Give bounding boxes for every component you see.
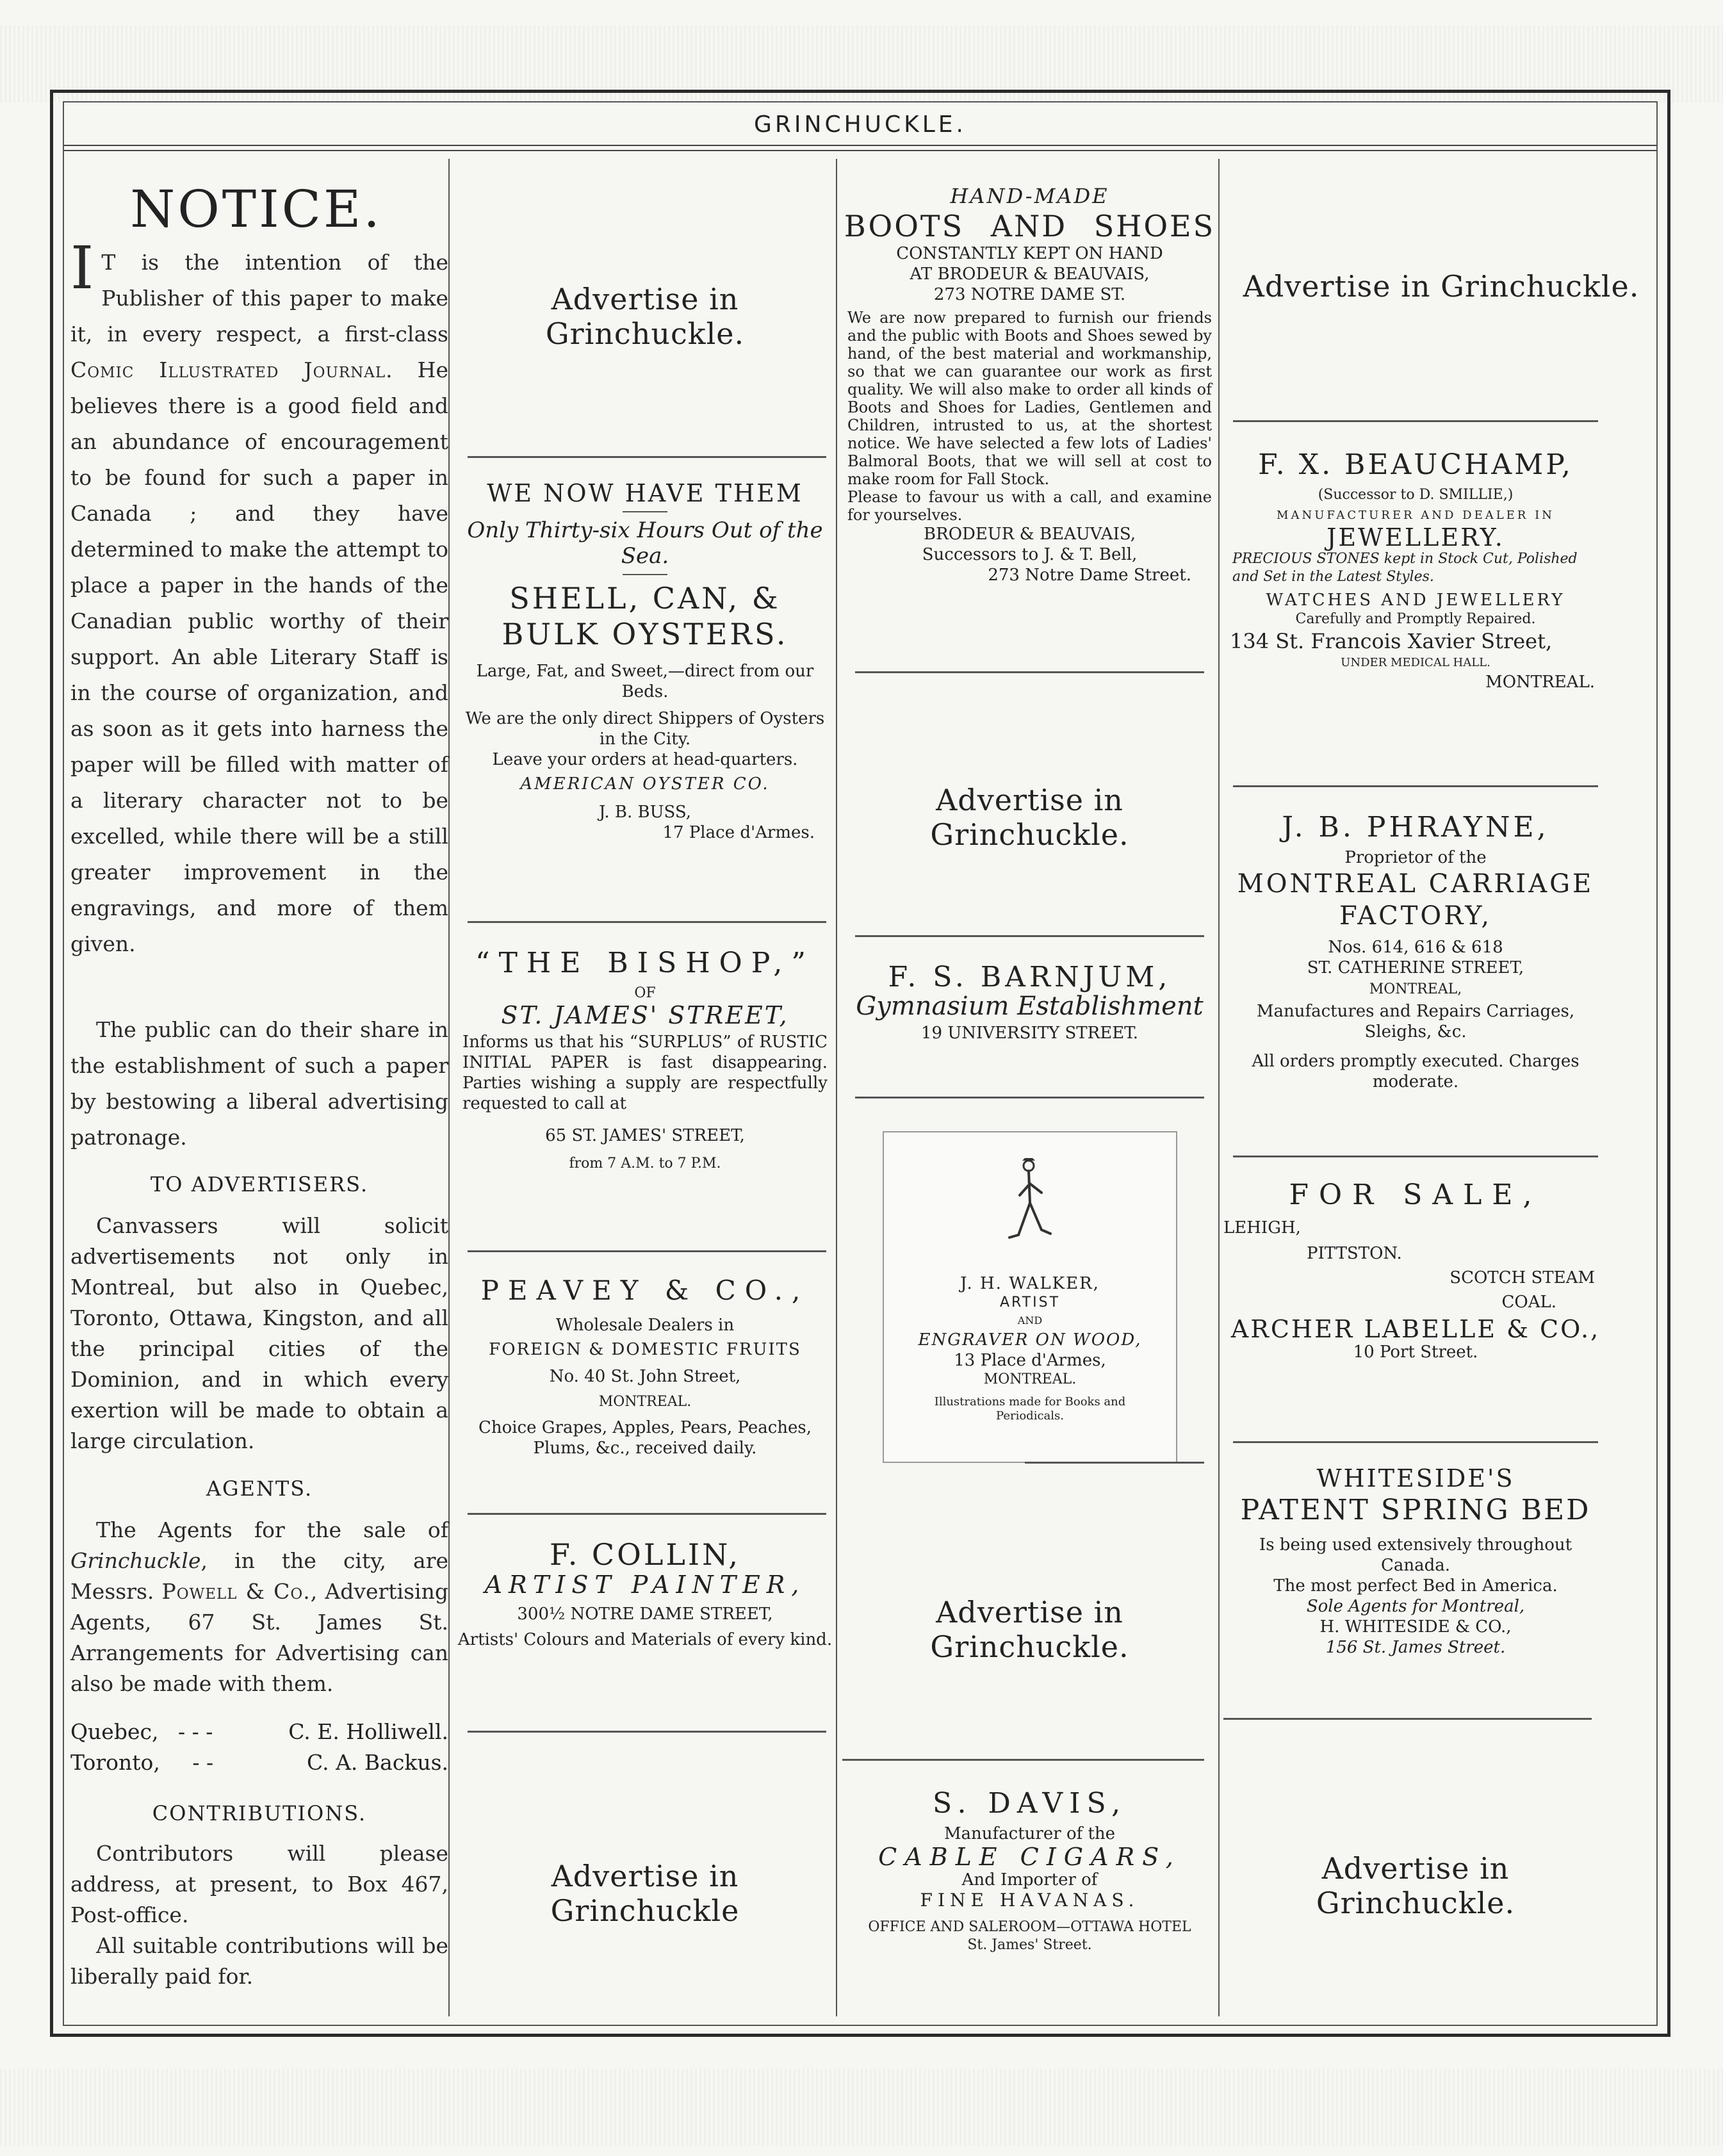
beauchamp-city: MONTREAL. <box>1485 673 1595 692</box>
oysters-ad <box>456 480 834 843</box>
walker-city: MONTREAL. <box>983 1371 1077 1387</box>
coal-lehigh: LEHIGH, <box>1223 1218 1301 1237</box>
whiteside-title: WHITESIDE'S <box>1316 1464 1515 1492</box>
collin-address: 300½ NOTRE DAME STREET, <box>517 1605 773 1624</box>
whiteside-subtitle: PATENT SPRING BED <box>1240 1494 1591 1526</box>
walker-address: 13 Place d'Armes, <box>954 1351 1106 1370</box>
advertise-placeholder-6: Advertise in Grinchuckle. <box>1316 1851 1515 1920</box>
bishop-of: OF <box>634 985 656 1001</box>
barnjum-address: 19 UNIVERSITY STREET. <box>921 1024 1138 1043</box>
ad-separator <box>855 1097 1204 1098</box>
ornament-rule <box>623 511 667 512</box>
oysters-address: 17 Place d'Armes. <box>662 823 815 842</box>
barnjum-title: F. S. BARNJUM, <box>888 961 1172 993</box>
walking-man-illustration <box>1004 1158 1056 1254</box>
boots-handmade: HAND-MADE <box>950 184 1109 208</box>
forsale-address: 10 Port Street. <box>1353 1343 1478 1362</box>
boots-line-3: 273 NOTRE DAME ST. <box>933 285 1126 304</box>
forsale-title: FOR SALE, <box>1289 1179 1542 1211</box>
boots-line-2: AT BRODEUR & BEAUVAIS, <box>910 265 1150 284</box>
barnjum-subtitle: Gymnasium Establishment <box>856 992 1204 1021</box>
phrayne-proprietor: Proprietor of the <box>1344 848 1487 867</box>
davis-havanas: FINE HAVANAS. <box>920 1890 1139 1911</box>
masthead-title: GRINCHUCKLE. <box>753 111 967 138</box>
paper-texture-bottom <box>0 2069 1723 2146</box>
collin-subtitle: ARTIST PAINTER, <box>484 1571 806 1599</box>
whiteside-text-3: Sole Agents for Montreal, <box>1306 1597 1525 1616</box>
contributions-heading: CONTRIBUTIONS. <box>152 1801 367 1825</box>
ad-separator <box>1233 420 1598 422</box>
boots-address: 273 Notre Dame Street. <box>988 566 1191 585</box>
column-divider-2 <box>836 159 837 2016</box>
phrayne-ad <box>1223 811 1608 1092</box>
ad-separator <box>468 1731 826 1733</box>
beauchamp-ad <box>1223 448 1608 692</box>
ad-separator <box>842 1759 1204 1761</box>
advertise-placeholder-5: Advertise in Grinchuckle. <box>1243 269 1640 304</box>
beauchamp-title: F. X. BEAUCHAMP, <box>1258 448 1573 481</box>
journal-name: Comic Illustrated Journal. <box>70 357 393 382</box>
ad-separator <box>1025 1462 1204 1464</box>
phrayne-street: ST. CATHERINE STREET, <box>1307 958 1524 977</box>
coal-label: COAL. <box>1501 1293 1556 1312</box>
davis-cigars: CABLE CIGARS, <box>878 1843 1181 1871</box>
masthead-rule-double <box>64 150 1656 151</box>
agent-row-quebec: Quebec, - - - C. E. Holliwell. <box>70 1719 448 1744</box>
forsale-ad <box>1223 1179 1608 1362</box>
masthead-rule <box>64 145 1656 146</box>
advertisers-heading: TO ADVERTISERS. <box>150 1172 369 1196</box>
phrayne-text: Manufactures and Repairs Carriages, Sleighs, &c. <box>1256 1002 1575 1041</box>
oysters-company: AMERICAN OYSTER CO. <box>520 774 770 794</box>
notice-dropcap: I <box>70 234 94 302</box>
coal-pittston: PITTSTON. <box>1307 1244 1402 1263</box>
oysters-subline: Only Thirty-six Hours Out of the Sea. <box>467 518 823 569</box>
beauchamp-address: 134 St. Francois Xavier Street, <box>1230 629 1553 653</box>
boots-successors: Successors to J. & T. Bell, <box>922 545 1138 564</box>
beauchamp-successor: (Successor to D. SMILLIE,) <box>1318 487 1514 503</box>
walker-role: ARTIST <box>999 1294 1061 1311</box>
boots-line: CONSTANTLY KEPT ON HAND <box>896 244 1163 263</box>
bishop-ad <box>456 947 834 1173</box>
bishop-hours: from 7 A.M. to 7 P.M. <box>569 1156 721 1172</box>
advertise-placeholder-3: Advertise in Grinchuckle. <box>930 783 1129 852</box>
agent-row-toronto: Toronto, - - C. A. Backus. <box>70 1750 448 1775</box>
boots-title: BOOTS AND SHOES <box>844 209 1216 243</box>
peavey-text: Choice Grapes, Apples, Pears, Peaches, Plums, &c., received daily. <box>478 1418 812 1458</box>
contributions-text: Contributors will please address, at present, to Box 467, Post-office. <box>70 1841 448 1927</box>
peavey-ad <box>456 1275 834 1458</box>
beauchamp-watches: WATCHES AND JEWELLERY <box>1266 591 1565 610</box>
agents-text: The Agents for the sale of Grinchuckle, in the city, are Messrs. Powell & Co., Advertising Agents, 67 St. James St. Arrangements for Advertising can also be made with them. <box>70 1517 448 1696</box>
davis-ad <box>842 1787 1217 1954</box>
ad-separator <box>1223 1718 1592 1720</box>
beauchamp-jewellery: JEWELLERY. <box>1327 523 1505 551</box>
advertisers-text: Canvassers will solicit advertisements not only in Montreal, but also in Quebec, Toronto, Ottawa, Kingston, and all the principal cities of the Dominion, and in which every exertion will be made to obtain a large circulation. <box>70 1213 448 1453</box>
bishop-address: 65 ST. JAMES' STREET, <box>545 1126 745 1145</box>
advertise-placeholder: Advertise in Grinchuckle. <box>545 282 745 351</box>
walker-text: Illustrations made for Books and Periodicals. <box>934 1395 1126 1423</box>
collin-text: Artists' Colours and Materials of every kind. <box>457 1630 833 1649</box>
walker-engraver: ENGRAVER ON WOOD, <box>918 1330 1142 1350</box>
agents-heading: AGENTS. <box>206 1476 313 1501</box>
ad-separator <box>468 1250 826 1252</box>
phrayne-text-2: All orders promptly executed. Charges moderate. <box>1252 1052 1580 1091</box>
forsale-firm: ARCHER LABELLE & CO., <box>1230 1315 1601 1343</box>
oysters-headline: WE NOW HAVE THEM <box>487 479 803 507</box>
boots-text: We are now prepared to furnish our friends and the public with Boots and Shoes sewed by hand, of the best material and workmanship, so that we can guarantee our work as first quality. We will also make to order all kinds of Boots and Shoes for Ladies, Gentlemen and Children, intrusted to us, at the shortest notice. We have selected a few lots of Ladies' Balmoral Boots, that we will sell at cost to make room for Fall Stock. <box>847 309 1212 488</box>
phrayne-firm: MONTREAL CARRIAGE FACTORY, <box>1237 869 1594 931</box>
coal-scotch: SCOTCH STEAM <box>1449 1268 1595 1287</box>
beauchamp-trade: MANUFACTURER AND DEALER IN <box>1277 509 1555 522</box>
davis-line: Manufacturer of the <box>943 1824 1116 1843</box>
whiteside-text-2: The most perfect Bed in America. <box>1273 1576 1558 1596</box>
ad-separator <box>1233 1441 1598 1443</box>
ad-separator <box>468 456 826 458</box>
ad-separator <box>1233 785 1598 787</box>
ad-separator <box>468 921 826 923</box>
ornament-rule <box>623 574 667 575</box>
ad-separator <box>855 935 1204 937</box>
davis-street: St. James' Street. <box>967 1937 1092 1953</box>
paper-name: Grinchuckle <box>70 1548 201 1573</box>
oysters-desc-2: We are the only direct Shippers of Oysters in the City. <box>465 709 825 749</box>
boots-firm: BRODEUR & BEAUVAIS, <box>924 525 1136 544</box>
oysters-agent: J. B. BUSS, <box>598 803 692 822</box>
beauchamp-under: UNDER MEDICAL HALL. <box>1341 656 1490 669</box>
walker-name: J. H. WALKER, <box>960 1274 1100 1293</box>
peavey-line: Wholesale Dealers in <box>555 1316 735 1335</box>
davis-title: S. DAVIS, <box>932 1787 1127 1820</box>
column-divider-1 <box>448 159 450 2016</box>
phrayne-city: MONTREAL, <box>1369 981 1462 997</box>
contributions-text-2: All suitable contributions will be liberally paid for. <box>70 1933 448 1989</box>
oysters-title: SHELL, CAN, & BULK OYSTERS. <box>502 581 788 651</box>
walker-and: AND <box>1017 1314 1043 1327</box>
bishop-title: “THE BISHOP,” <box>475 947 815 979</box>
ad-separator <box>468 1513 826 1515</box>
barnjum-ad <box>842 961 1217 1043</box>
notice-paragraph-2: The public can do their share in the establishment of such a paper by bestowing a liberal advertising patronage. <box>70 1017 448 1150</box>
boots-ad <box>842 183 1217 585</box>
peavey-title: PEAVEY & CO., <box>480 1275 810 1306</box>
ad-separator <box>1233 1156 1598 1157</box>
notice-text: T is the intention of the Publisher of this paper to make it, in every respect, a first-class <box>70 250 448 347</box>
column-divider-3 <box>1218 159 1220 2016</box>
ad-separator <box>855 671 1204 673</box>
whiteside-text: Is being used extensively throughout Canada. <box>1259 1535 1572 1575</box>
bishop-text: Informs us that his “SURPLUS” of RUSTIC INITIAL PAPER is fast disappearing. Parties wishing a supply are respectfully requested to call at <box>462 1033 828 1113</box>
whiteside-ad <box>1223 1466 1608 1658</box>
advertise-placeholder-4: Advertise in Grinchuckle. <box>930 1595 1129 1664</box>
whiteside-address: 156 St. James Street. <box>1325 1638 1506 1657</box>
collin-title: F. COLLIN, <box>549 1537 741 1572</box>
bishop-street: ST. JAMES' STREET, <box>501 1001 789 1029</box>
beauchamp-stones: PRECIOUS STONES kept in Stock Cut, Polished and Set in the Latest Styles. <box>1232 551 1578 585</box>
notice-paragraph <box>70 234 448 962</box>
phrayne-title: J. B. PHRAYNE, <box>1282 811 1549 844</box>
peavey-address: No. 40 St. John Street, <box>549 1367 741 1386</box>
phrayne-numbers: Nos. 614, 616 & 618 <box>1328 938 1503 957</box>
peavey-city: MONTREAL. <box>598 1394 692 1410</box>
whiteside-firm: H. WHITESIDE & CO., <box>1319 1617 1512 1637</box>
notice-text-rest: He believes there is a good field and an abundance of encouragement to be found for such a paper in Canada ; and they have determined to make the attempt to place a paper in the hands of the Canadian public worthy of their support. An able Literary Staff is in the course of organization, and as soon as it gets into harness the paper will be filled with matter of a literary character not to be excelled, while there will be a still greater improvement in the engravings, and more of them given. <box>70 357 448 956</box>
davis-line-3: And Importer of <box>961 1870 1098 1890</box>
walker-ad <box>883 1131 1177 1463</box>
oysters-desc-3: Leave your orders at head-quarters. <box>492 750 798 769</box>
agent-firm: Powell & Co. <box>161 1579 311 1604</box>
davis-office: OFFICE AND SALEROOM—OTTAWA HOTEL <box>868 1919 1191 1935</box>
collin-ad <box>456 1537 834 1650</box>
peavey-fruits: FOREIGN & DOMESTIC FRUITS <box>489 1340 801 1359</box>
beauchamp-repair: Carefully and Promptly Repaired. <box>1295 611 1536 627</box>
oysters-desc: Large, Fat, and Sweet,—direct from our Beds. <box>476 662 814 701</box>
notice-title: NOTICE. <box>130 179 382 239</box>
advertise-placeholder-2: Advertise in Grinchuckle <box>550 1859 740 1928</box>
boots-text-2: Please to favour us with a call, and examine for yourselves. <box>847 488 1212 524</box>
